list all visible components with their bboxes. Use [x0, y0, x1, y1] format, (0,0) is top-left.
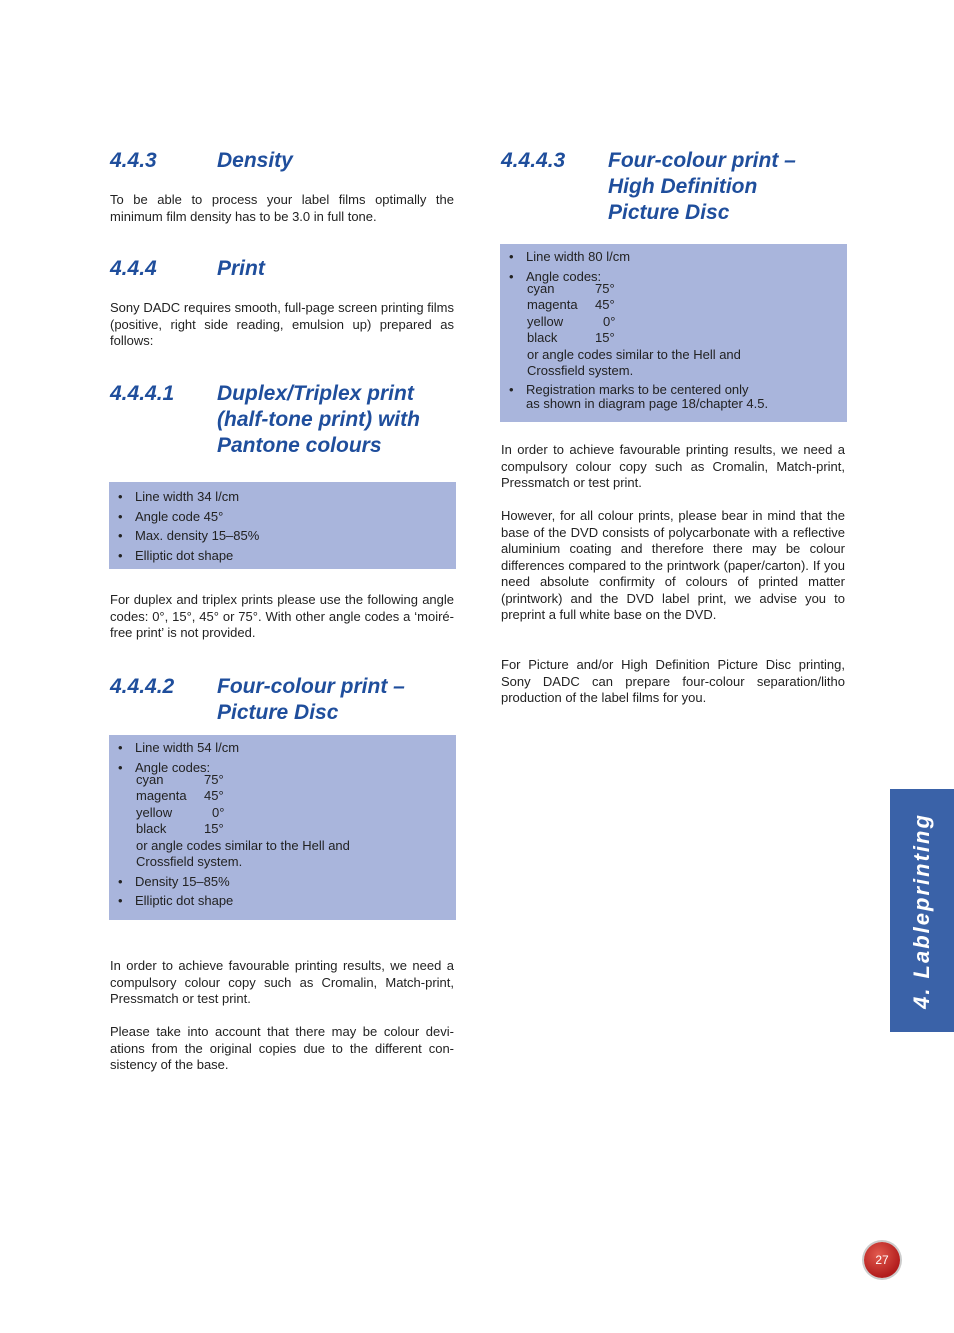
- list-item: • Elliptic dot shape: [109, 893, 456, 910]
- section-number: 4.4.4.3: [501, 149, 566, 172]
- angle-codes-table: [136, 772, 456, 874]
- angle-value: 75°: [595, 280, 615, 296]
- paragraph-print: Sony DADC requires smooth, full-page screen printing films (positive, right side reading, emulsion up) prepared as follows:: [110, 300, 454, 348]
- angle-name: cyan: [527, 280, 555, 296]
- list-item: • Density 15–85%: [109, 874, 456, 893]
- angle-value: 0°: [212, 804, 225, 820]
- angle-note: or angle codes similar to the Hell and Crossfield system.: [527, 346, 741, 378]
- paragraph-separation: For Picture and/or High Definition Picture Disc printing, Sony DADC can prepare four-colour separation/litho production of the label films for you.: [501, 657, 845, 705]
- angle-value: 75°: [204, 771, 224, 787]
- chapter-side-tab: [890, 789, 954, 1032]
- list-item: [109, 760, 456, 874]
- section-number: 4.4.4.1: [110, 382, 175, 405]
- section-title: Print: [217, 257, 265, 280]
- angle-name: black: [527, 330, 558, 345]
- angle-name: yellow: [527, 313, 564, 329]
- angle-name: magenta: [527, 297, 578, 312]
- angle-codes-label: • Angle codes:: [135, 759, 211, 775]
- spec-box-picture-disc: [109, 735, 456, 920]
- list-item: • Line width 34 l/cm: [109, 487, 456, 507]
- page-number-badge: 27: [864, 1242, 900, 1278]
- section-title: Duplex/Triplex print (half-tone print) with Pantone colours: [217, 382, 420, 457]
- heading-hd-picture-disc: [501, 148, 851, 228]
- angle-value: 45°: [204, 788, 224, 803]
- angle-value: 45°: [595, 297, 615, 312]
- heading-duplex-triplex: [110, 381, 460, 461]
- paragraph-colour-copy-right: In order to achieve favourable printing results, we need a compulsory colour copy such as Cromalin, Match-print, Pressmatch or test print.: [501, 442, 845, 490]
- section-title: Four-colour print – High Definition Picture Disc: [608, 149, 796, 224]
- angle-value: 15°: [204, 821, 224, 836]
- angle-name: magenta: [136, 788, 187, 803]
- angle-note: or angle codes similar to the Hell and Crossfield system.: [136, 837, 350, 869]
- angle-name: black: [136, 821, 167, 836]
- section-title: Four-colour print – Picture Disc: [217, 675, 405, 724]
- paragraph-density: To be able to process your label films optimally the minimum film density has to be 3.0 in full tone.: [110, 192, 454, 224]
- paragraph-duplex: For duplex and triplex prints please use the following angle codes: 0°, 15°, 45° or 75°. With other angle codes a ‘moiré-free print’ is not provided.: [110, 592, 454, 640]
- list-item: • Elliptic dot shape: [109, 546, 456, 566]
- angle-codes-table: [527, 281, 847, 383]
- list-item: • Max. density 15–85%: [109, 526, 456, 546]
- paragraph-colour-copy-left: In order to achieve favourable printing results, we need a compulsory colour copy such as Cromalin, Match-print, Pressmatch or test print.: [110, 958, 454, 1006]
- angle-value: 15°: [595, 330, 615, 345]
- heading-density: [110, 148, 460, 174]
- paragraph-dvd-base: However, for all colour prints, please bear in mind that the base of the DVD consists of polycarbonate with a reflective aluminium coating and therefore there may be colour differences compared to the printwork (paper/carton). If you need absolute confirmity of colours of printed matter (printwork) and the DVD label print, we advise you to preprint a full white base on the DVD.: [501, 508, 845, 622]
- spec-box-hd-picture-disc: [500, 244, 847, 422]
- list-item: • Angle code 45°: [109, 507, 456, 527]
- angle-codes-label: • Angle codes:: [526, 268, 602, 284]
- heading-picture-disc: [110, 674, 460, 728]
- section-number: 4.4.3: [110, 149, 157, 172]
- section-number: 4.4.4: [110, 257, 157, 280]
- list-item: • Line width 80 l/cm: [500, 249, 847, 269]
- angle-value: 0°: [603, 313, 616, 329]
- spec-box-duplex: [109, 482, 456, 569]
- chapter-tab-label: 4. Lableprinting: [909, 812, 934, 1009]
- list-item: • Line width 54 l/cm: [109, 740, 456, 760]
- angle-name: cyan: [136, 771, 164, 787]
- list-item: • Registration marks to be centered only as shown in diagram page 18/chapter 4.5.: [500, 383, 847, 412]
- heading-print: [110, 256, 460, 282]
- list-item: [500, 269, 847, 383]
- section-title: Density: [217, 149, 293, 172]
- angle-name: yellow: [136, 804, 173, 820]
- paragraph-colour-deviations: Please take into account that there may be colour devi-ations from the original copies due to the different con-sistency of the base.: [110, 1024, 454, 1072]
- section-number: 4.4.4.2: [110, 675, 175, 698]
